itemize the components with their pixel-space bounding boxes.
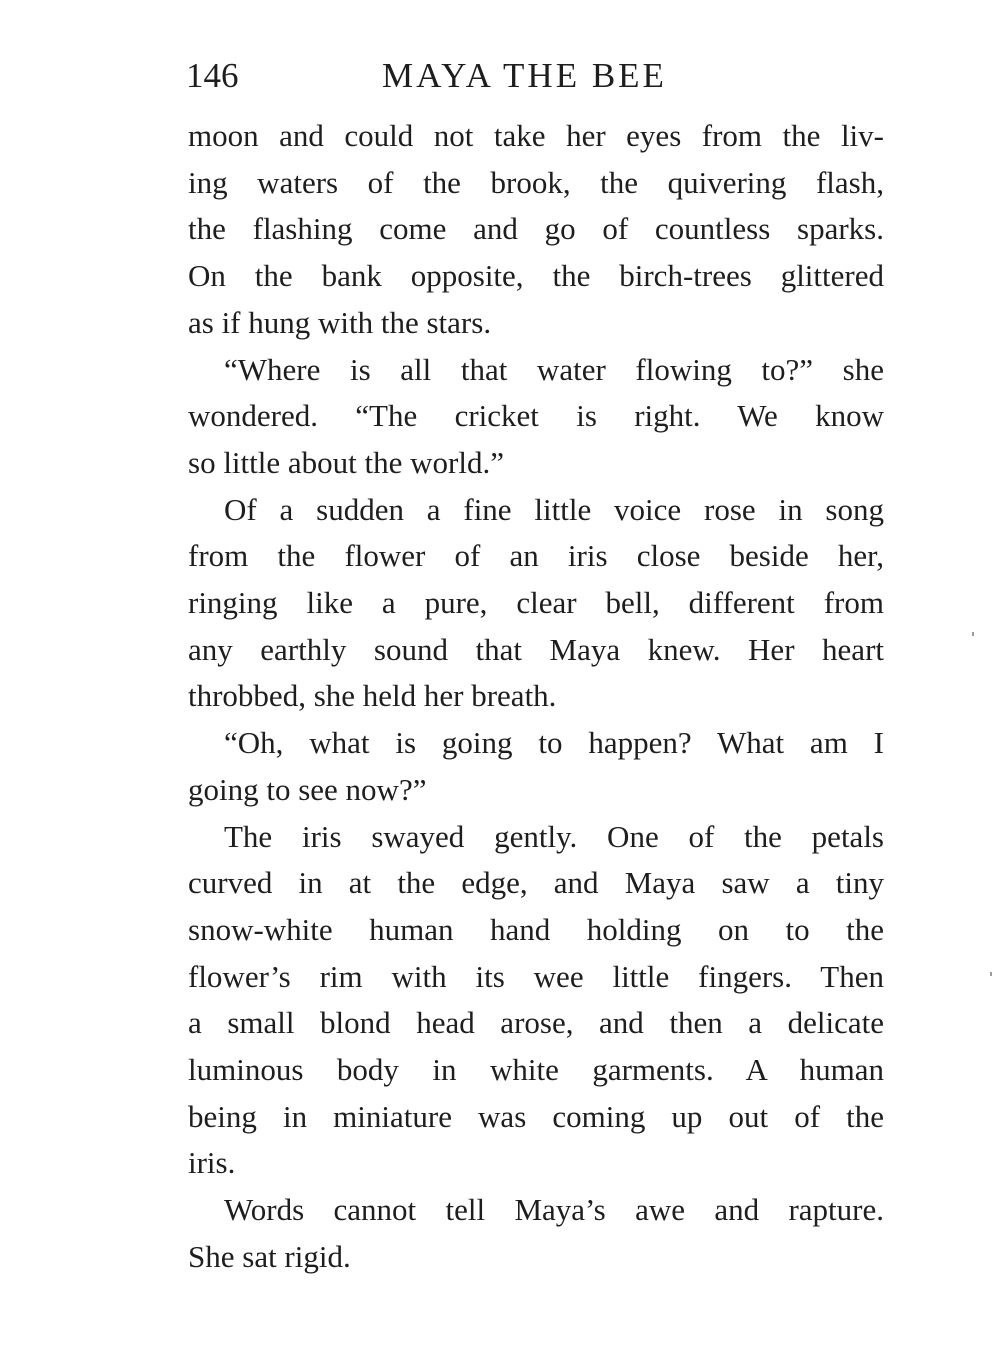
page-number: 146 [186,56,239,95]
text-line: moon and could not take her eyes from the liv- [188,118,884,153]
running-title: MAYA THE BEE [382,56,667,95]
text-line: as if hung with the stars. [188,304,492,340]
text-line: Of a sudden a fine little voice rose in song [224,491,884,527]
text-line: “Oh, what is going to happen? What am I [224,725,884,761]
text-line: any earthly sound that Maya knew. Her heart [188,631,884,667]
text-line: so little about the world.” [188,444,504,480]
text-line: flower’s rim with its wee little fingers. Then [188,958,884,994]
text-line: being in miniature was coming up out of the [188,1098,884,1134]
body-text [188,113,884,1281]
text-line: On the bank opposite, the birch-trees glittered [188,258,884,294]
text-line: ringing like a pure, clear bell, different from [188,585,884,621]
text-line: luminous body in white garments. A human [188,1052,884,1088]
text-line: ing waters of the brook, the quivering flash, [188,164,884,200]
text-line: going to see now?” [188,771,427,807]
text-line: Words cannot tell Maya’s awe and rapture. [224,1192,884,1228]
text-line: wondered. “The cricket is right. We know [188,398,884,434]
text-line: snow-white human hand holding on to the [188,911,884,947]
margin-speck [990,972,992,976]
text-line: She sat rigid. [188,1238,351,1274]
text-line: “Where is all that water flowing to?” she [224,351,884,387]
text-line: a small blond head arose, and then a delicate [188,1005,884,1041]
text-line: iris. [188,1145,236,1181]
text-line: curved in at the edge, and Maya saw a tiny [188,865,884,901]
margin-speck [972,632,974,636]
text-line: the flashing come and go of countless sparks. [188,211,884,247]
text-line: The iris swayed gently. One of the petals [224,818,884,854]
running-head [186,56,886,106]
text-line: from the flower of an iris close beside her, [188,538,884,574]
text-line: throbbed, she held her breath. [188,678,557,714]
